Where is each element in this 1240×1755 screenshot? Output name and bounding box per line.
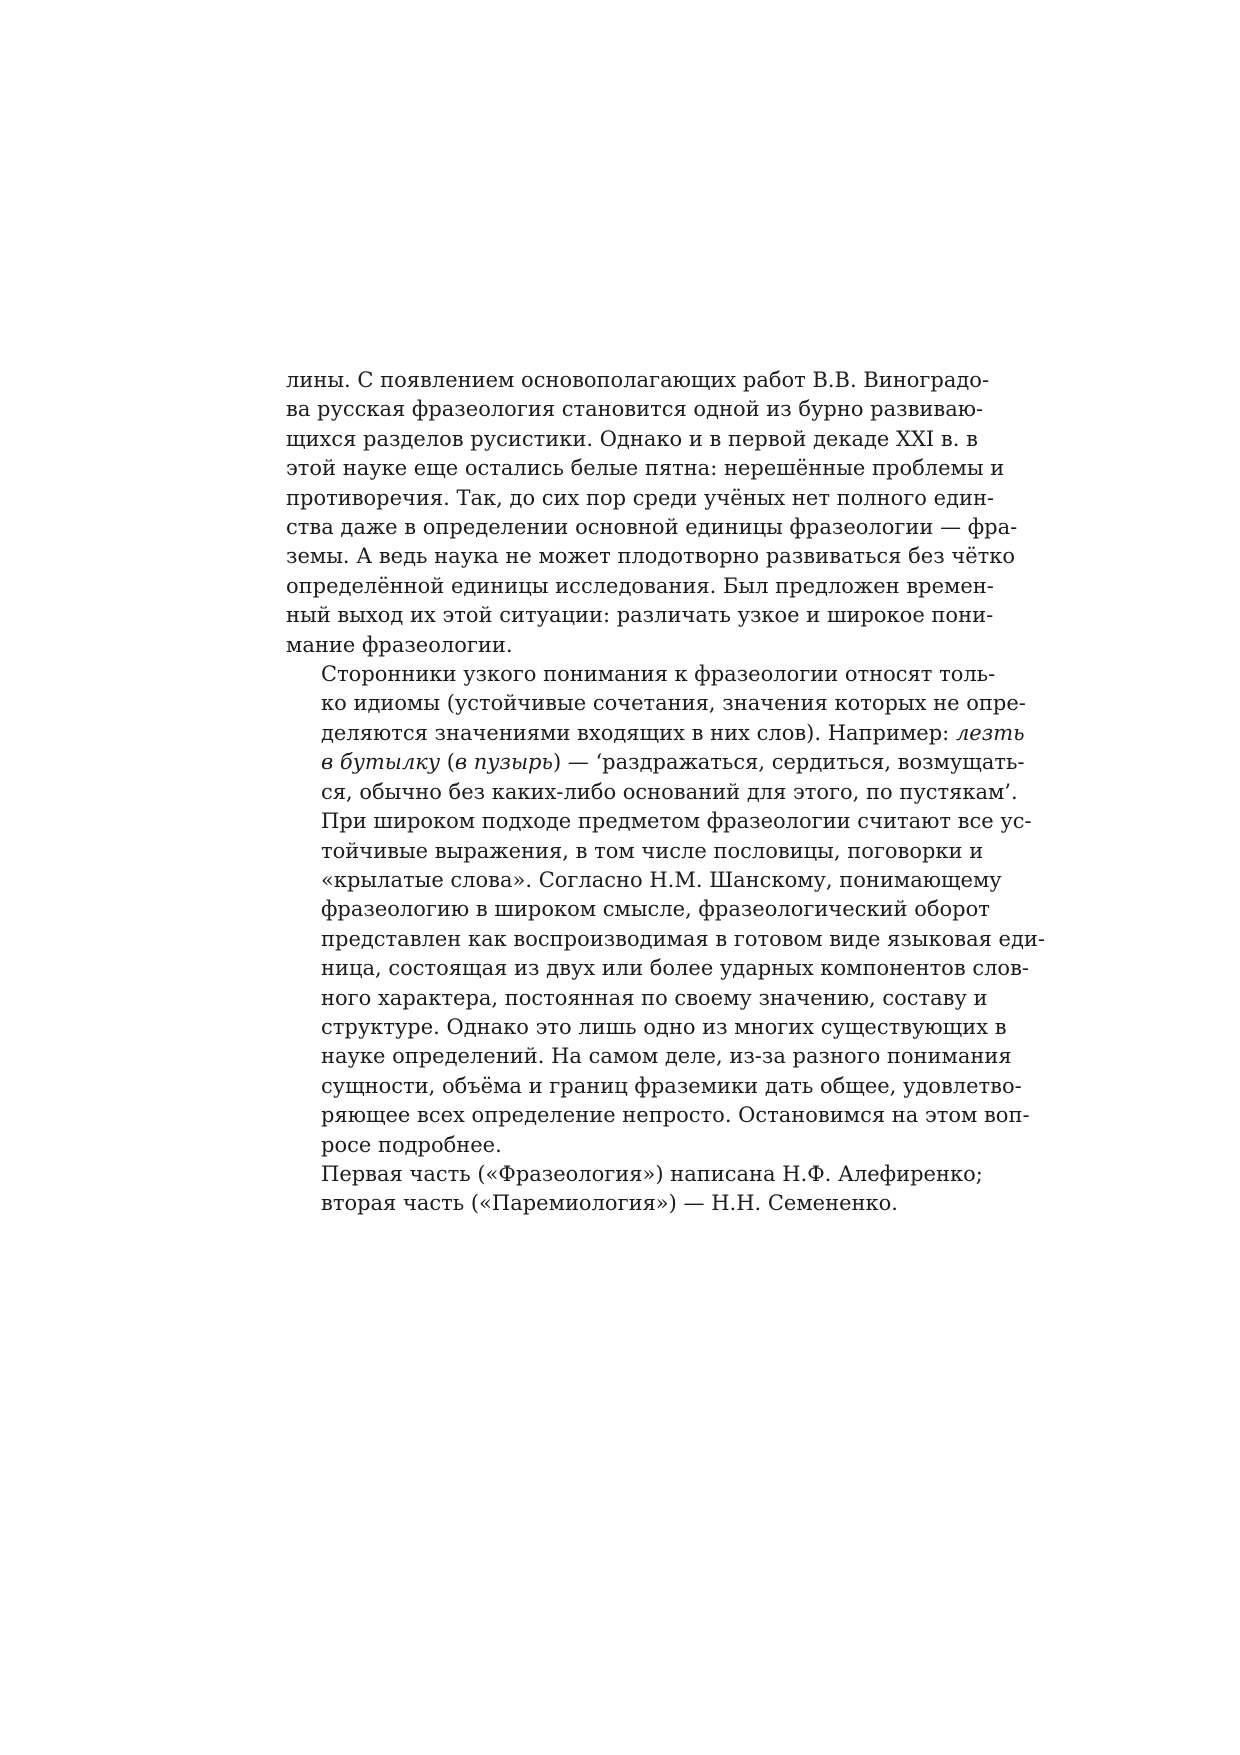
text-run: ства даже в определении основной единицы фразеологии — фра- xyxy=(286,515,1018,540)
text-run: фразеологию в широком смысле, фразеологический оборот xyxy=(321,897,990,922)
text-run: противоречия. Так, до сих пор среди учёных нет полного един- xyxy=(286,485,995,510)
text-line xyxy=(286,513,1018,542)
text-line xyxy=(286,484,995,513)
text-line xyxy=(286,866,1002,895)
text-run: росе подробнее. xyxy=(321,1132,502,1157)
text-run: этой науке еще остались белые пятна: нерешённые проблемы и xyxy=(286,456,1005,481)
text-line xyxy=(286,1013,1007,1042)
text-line xyxy=(286,778,1018,807)
text-run: сущности, объёма и границ фраземики дать общее, удовлетво- xyxy=(321,1073,1022,1098)
text-line xyxy=(286,366,990,395)
text-line xyxy=(286,1072,1022,1101)
text-run: науке определений. На самом деле, из-за разного понимания xyxy=(321,1044,1012,1069)
italic-phrase: в бутылку xyxy=(321,750,441,775)
text-line xyxy=(286,925,1045,954)
text-line xyxy=(286,984,988,1013)
text-line xyxy=(286,748,1025,777)
text-line xyxy=(286,719,1025,748)
text-run: деляются значениями входящих в них слов). Например: xyxy=(321,720,956,745)
text-run: земы. А ведь наука не может плодотворно развиваться без чётко xyxy=(286,544,1016,569)
text-line xyxy=(286,454,1005,483)
text-run: Первая часть («Фразеология») написана Н.Ф. Алефиренко; xyxy=(321,1161,983,1186)
text-run: определённой единицы исследования. Был предложен времен- xyxy=(286,573,994,598)
text-run: щихся разделов русистики. Однако и в первой декаде XXI в. в xyxy=(286,426,978,451)
text-run: ко идиомы (устойчивые сочетания, значения которых не опре- xyxy=(321,691,1026,716)
text-run: ) — ‘раздражаться, сердиться, возмущать- xyxy=(552,750,1025,775)
text-run: вторая часть («Паремиология») — Н.Н. Семененко. xyxy=(321,1191,898,1216)
text-line xyxy=(286,807,1032,836)
text-run: ся, обычно без каких-либо оснований для этого, по пустякам’. xyxy=(321,779,1018,804)
text-line xyxy=(286,601,994,630)
italic-phrase: в пузырь xyxy=(454,750,553,775)
text-run: ный выход их этой ситуации: различать узкое и широкое пони- xyxy=(286,603,994,628)
text-line xyxy=(286,1160,983,1189)
text-run: тойчивые выражения, в том числе пословицы, поговорки и xyxy=(321,838,984,863)
text-line xyxy=(286,1131,954,1160)
text-line xyxy=(286,572,994,601)
text-run: При широком подходе предметом фразеологии считают все ус- xyxy=(321,809,1032,834)
text-run: Сторонники узкого понимания к фразеологии относят толь- xyxy=(321,662,996,687)
text-run: «крылатые слова». Согласно Н.М. Шанскому, понимающему xyxy=(321,867,1002,892)
text-run: ( xyxy=(440,750,455,775)
text-run: структуре. Однако это лишь одно из многих существующих в xyxy=(321,1014,1007,1039)
text-line xyxy=(286,1189,954,1218)
text-line xyxy=(286,1042,1012,1071)
paragraph xyxy=(286,366,1018,660)
text-line xyxy=(286,631,954,660)
text-line xyxy=(286,425,978,454)
text-run: ряющее всех определение непросто. Остановимся на этом воп- xyxy=(321,1103,1030,1128)
paragraph xyxy=(286,1160,983,1219)
text-line xyxy=(286,895,990,924)
text-run: ного характера, постоянная по своему значению, составу и xyxy=(321,985,988,1010)
italic-phrase: лезть xyxy=(955,720,1025,745)
text-run: представлен как воспроизводимая в готовом виде языковая еди- xyxy=(321,926,1045,951)
text-run: ница, состоящая из двух или более ударных компонентов слов- xyxy=(321,956,1029,981)
text-line xyxy=(286,954,1029,983)
text-run: ва русская фразеология становится одной из бурно развиваю- xyxy=(286,397,984,422)
text-run: лины. С появлением основополагающих работ В.В. Виноградо- xyxy=(286,368,990,392)
body-text xyxy=(286,366,1045,1219)
text-line xyxy=(286,1101,1030,1130)
text-line xyxy=(286,689,1026,718)
paragraph xyxy=(286,660,1045,1160)
text-line xyxy=(286,542,1016,571)
text-run: мание фразеологии. xyxy=(286,632,513,657)
text-line xyxy=(286,660,996,689)
text-line xyxy=(286,395,984,424)
text-line xyxy=(286,837,984,866)
